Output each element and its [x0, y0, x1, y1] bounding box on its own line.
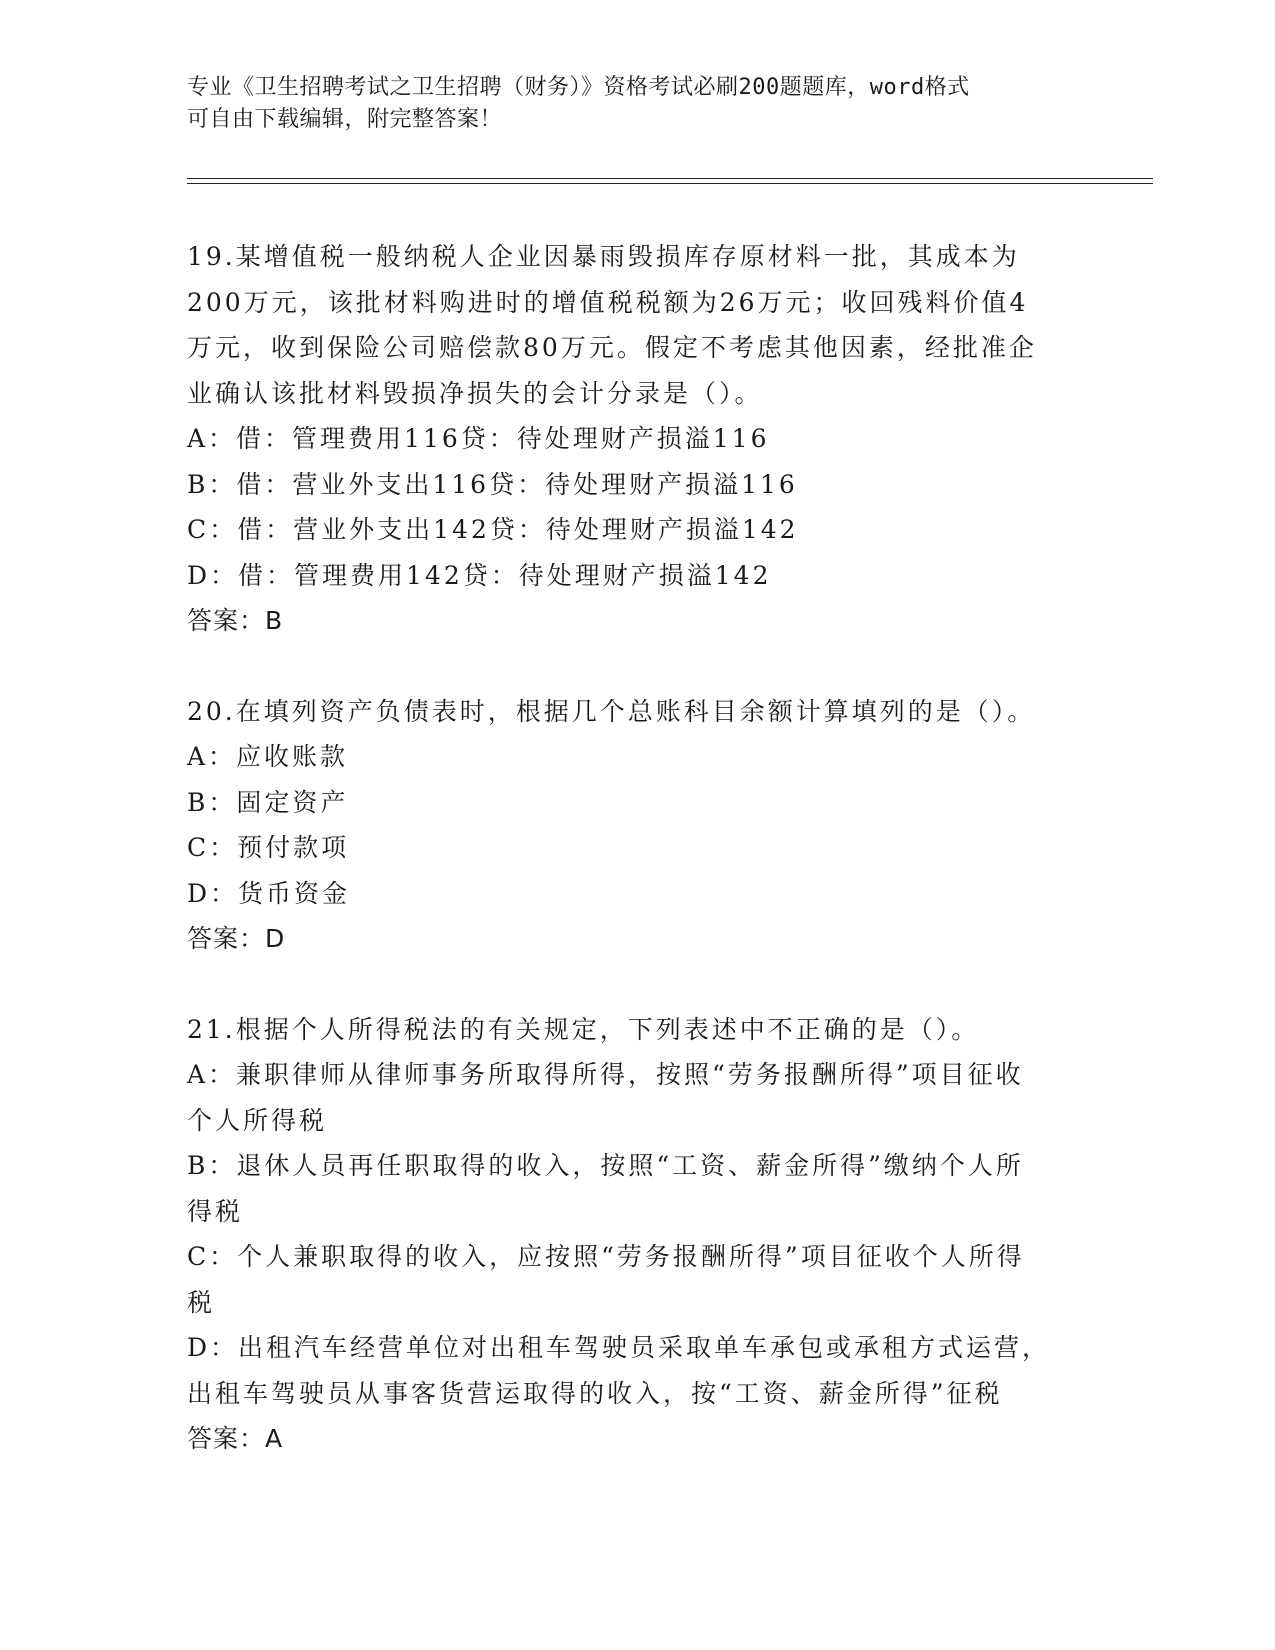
option-d: D：出租汽车经营单位对出租车驾驶员采取单车承包或承租方式运营， — [187, 1333, 1051, 1362]
question-text-line: 19.某增值税一般纳税人企业因暴雨毁损库存原材料一批，其成本为 — [187, 242, 1020, 271]
option-b: B：固定资产 — [187, 787, 349, 817]
question-text-line: 20.在填列资产负债表时，根据几个总账科目余额计算填列的是（）。 — [187, 696, 1036, 726]
option-b: B：退休人员再任职取得的收入，按照“工资、薪金所得”缴纳个人所 — [187, 1151, 1024, 1180]
option-d-continued: 出租车驾驶员从事客货营运取得的收入，按“工资、薪金所得”征税 — [187, 1378, 1003, 1408]
answer-line: 答案：B — [187, 606, 284, 635]
question-21 — [187, 1007, 1087, 1462]
option-c: C：个人兼职取得的收入，应按照“劳务报酬所得”项目征收个人所得 — [187, 1242, 1025, 1271]
question-text-line: 21.根据个人所得税法的有关规定，下列表述中不正确的是（）。 — [187, 1014, 980, 1044]
header-divider-bottom — [187, 183, 1153, 184]
option-d: D：货币资金 — [187, 878, 351, 908]
option-b-continued: 得税 — [187, 1196, 244, 1226]
document-header — [187, 72, 1067, 136]
option-c-continued: 税 — [187, 1287, 216, 1317]
option-a: A：兼职律师从律师事务所取得所得，按照“劳务报酬所得”项目征收 — [187, 1060, 1024, 1089]
option-c: C：借：营业外支出142贷：待处理财产损溢142 — [187, 515, 799, 544]
option-a: A：应收账款 — [187, 742, 349, 771]
question-19 — [187, 234, 1087, 644]
header-line-1: 专业《卫生招聘考试之卫生招聘（财务）》资格考试必刷200题题库，word格式 — [187, 75, 970, 100]
header-line-2: 可自由下载编辑，附完整答案！ — [187, 107, 503, 132]
answer-line: 答案：A — [187, 1424, 284, 1453]
option-d: D：借：管理费用142贷：待处理财产损溢142 — [187, 560, 772, 590]
answer-line: 答案：D — [187, 924, 286, 953]
question-text-line: 万元，收到保险公司赔偿款80万元。假定不考虑其他因素，经批准企 — [187, 333, 1037, 362]
option-b: B：借：营业外支出116贷：待处理财产损溢116 — [187, 469, 798, 499]
question-text-line: 200万元，该批材料购进时的增值税税额为26万元；收回残料价值4 — [187, 287, 1029, 317]
header-divider-top — [187, 178, 1153, 179]
question-text-line: 业确认该批材料毁损净损失的会计分录是（）。 — [187, 378, 763, 408]
option-a: A：借：管理费用116贷：待处理财产损溢116 — [187, 424, 770, 453]
option-c: C：预付款项 — [187, 833, 350, 862]
question-list — [187, 234, 1087, 1507]
question-20 — [187, 689, 1087, 962]
option-a-continued: 个人所得税 — [187, 1105, 328, 1135]
